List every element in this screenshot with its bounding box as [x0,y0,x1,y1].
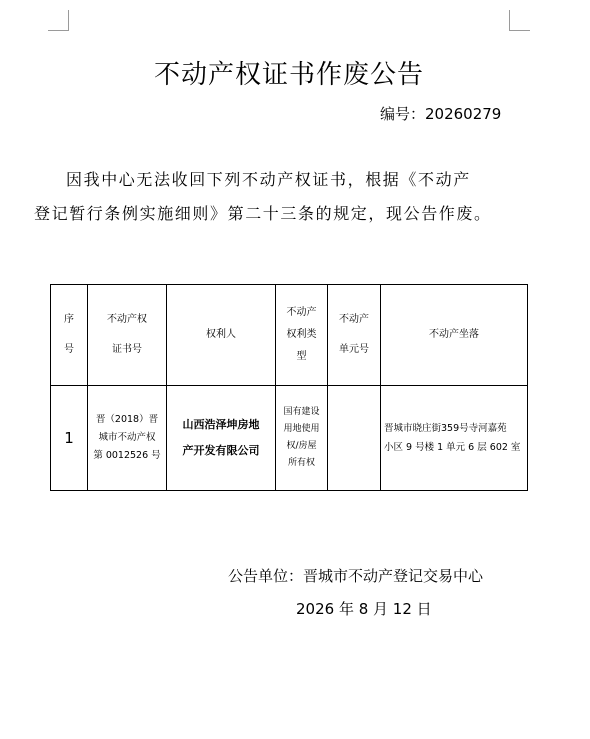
issuing-unit: 公告单位：晋城市不动产登记交易中心 [228,567,484,585]
crop-mark-top-right [509,10,530,31]
notice-paragraph-line-2: 登记暂行条例实施细则》第二十三条的规定，现公告作废。 [34,204,492,223]
table-header-row [51,285,528,386]
notice-paragraph-line-1 [34,163,514,197]
header-right-type: 不动产 权利类 型 [276,285,328,386]
cell-seq: 1 [51,386,88,491]
certificate-table [50,284,528,491]
cell-right-type: 国有建设 用地使用 权/房屋 所有权 [276,386,328,491]
page-title: 不动产权证书作废公告 [153,60,424,90]
header-location: 不动产坐落 [381,285,528,386]
notice-text-1: 因我中心无法收回下列不动产权证书，根据《不动产 [66,170,471,189]
cell-owner: 山西浩泽坤房地 产开发有限公司 [167,386,276,491]
header-unit-no: 不动产 单元号 [328,285,381,386]
header-owner: 权利人 [167,285,276,386]
cell-unit-no [328,386,381,491]
header-cert-no: 不动产权 证书号 [88,285,167,386]
crop-mark-top-left [48,10,69,31]
issue-date: 2026 年 8 月 12 日 [296,600,432,618]
table-row [51,386,528,491]
document-number: 编号：20260279 [380,105,502,123]
header-seq: 序 号 [51,285,88,386]
cell-cert-no: 晋（2018）晋 城市不动产权 第 0012526 号 [88,386,167,491]
cell-location: 晋城市晓庄街359号寺河嘉苑 小区 9 号楼 1 单元 6 层 602 室 [381,386,528,491]
